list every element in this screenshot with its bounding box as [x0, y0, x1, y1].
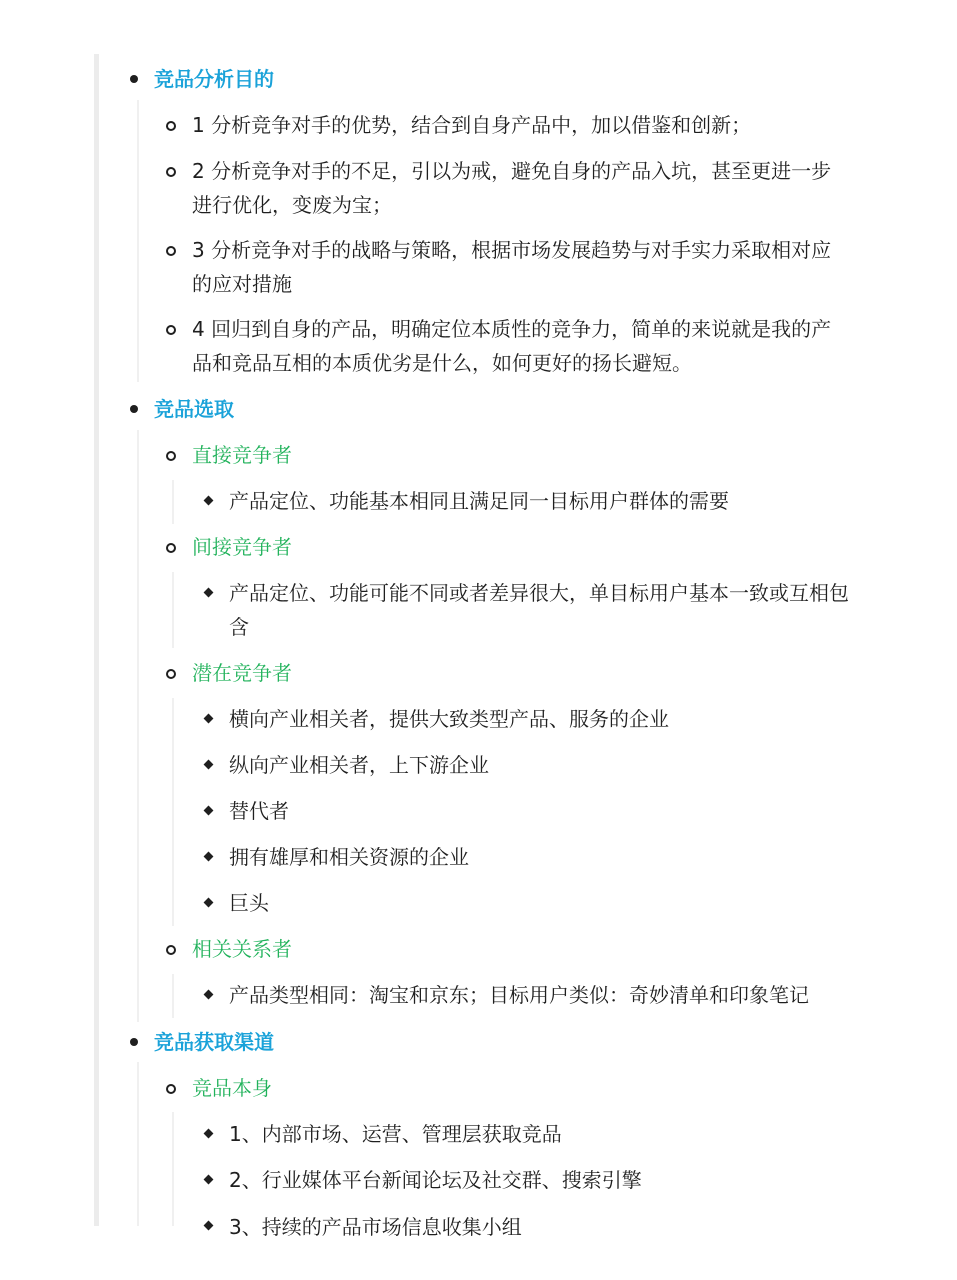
- group-title: 直接竞争者: [192, 443, 292, 467]
- level2-bullet: [166, 325, 176, 335]
- list-item: 替代者: [229, 799, 289, 823]
- level1-bullet: [130, 405, 138, 413]
- list-item: 产品定位、功能可能不同或者差异很大，单目标用户基本一致或互相包含: [229, 581, 849, 639]
- list-item: 1 分析竞争对手的优势，结合到自身产品中，加以借鉴和创新；: [192, 113, 752, 137]
- level2-bullet: [166, 121, 176, 131]
- list-item: 3 分析竞争对手的战略与策略，根据市场发展趋势与对手实力采取相对应的应对措施: [192, 238, 832, 296]
- list-item: 2 分析竞争对手的不足，引以为戒，避免自身的产品入坑，甚至更进一步进行优化，变废为宝；: [192, 159, 832, 217]
- group-title: 潜在竞争者: [192, 661, 292, 685]
- level3-bullet: [204, 496, 214, 506]
- level2-bullet: [166, 246, 176, 256]
- level3-bullet: [204, 898, 214, 908]
- section-guide-rule: [137, 1062, 139, 1226]
- group-guide-rule: [172, 1112, 174, 1226]
- list-item: 纵向产业相关者，上下游企业: [229, 753, 489, 777]
- level3-bullet: [204, 1175, 214, 1185]
- list-item: 4 回归到自身的产品，明确定位本质性的竞争力，简单的来说就是我的产品和竞品互相的本质优劣是什么，如何更好的扬长避短。: [192, 317, 832, 375]
- level3-bullet: [204, 990, 214, 1000]
- group-title: 竞品本身: [192, 1076, 272, 1100]
- section-guide-rule: [137, 100, 139, 382]
- section-title: 竞品选取: [154, 397, 234, 421]
- level2-bullet: [166, 1084, 176, 1094]
- group-guide-rule: [172, 698, 174, 926]
- section-title: 竞品分析目的: [154, 67, 274, 91]
- list-item: 拥有雄厚和相关资源的企业: [229, 845, 469, 869]
- list-item: 产品类型相同：淘宝和京东；目标用户类似：奇妙清单和印象笔记: [229, 983, 809, 1007]
- list-item: 巨头: [229, 891, 269, 915]
- level1-bullet: [130, 1038, 138, 1046]
- list-item: 1、内部市场、运营、管理层获取竞品: [229, 1122, 562, 1146]
- section-guide-rule: [137, 430, 139, 1022]
- group-guide-rule: [172, 572, 174, 648]
- group-guide-rule: [172, 480, 174, 524]
- list-item: 产品定位、功能基本相同且满足同一目标用户群体的需要: [229, 489, 729, 513]
- level2-bullet: [166, 945, 176, 955]
- level2-bullet: [166, 669, 176, 679]
- list-item-cut-off: 3、持续的产品市场信息收集小组: [229, 1215, 522, 1239]
- blockquote-bar: [94, 54, 99, 1226]
- list-item: 横向产业相关者，提供大致类型产品、服务的企业: [229, 707, 669, 731]
- group-guide-rule: [172, 974, 174, 1018]
- level3-bullet: [204, 714, 214, 724]
- group-title: 相关关系者: [192, 937, 292, 961]
- level3-bullet: [204, 852, 214, 862]
- level2-bullet: [166, 167, 176, 177]
- level2-bullet: [166, 451, 176, 461]
- level3-bullet: [204, 1129, 214, 1139]
- level1-bullet: [130, 75, 138, 83]
- list-item: 2、行业媒体平台新闻论坛及社交群、搜索引擎: [229, 1168, 642, 1192]
- level3-bullet: [204, 760, 214, 770]
- level2-bullet: [166, 543, 176, 553]
- level3-bullet: [204, 588, 214, 598]
- level3-bullet: [204, 1221, 214, 1231]
- section-title: 竞品获取渠道: [154, 1030, 274, 1054]
- group-title: 间接竞争者: [192, 535, 292, 559]
- level3-bullet: [204, 806, 214, 816]
